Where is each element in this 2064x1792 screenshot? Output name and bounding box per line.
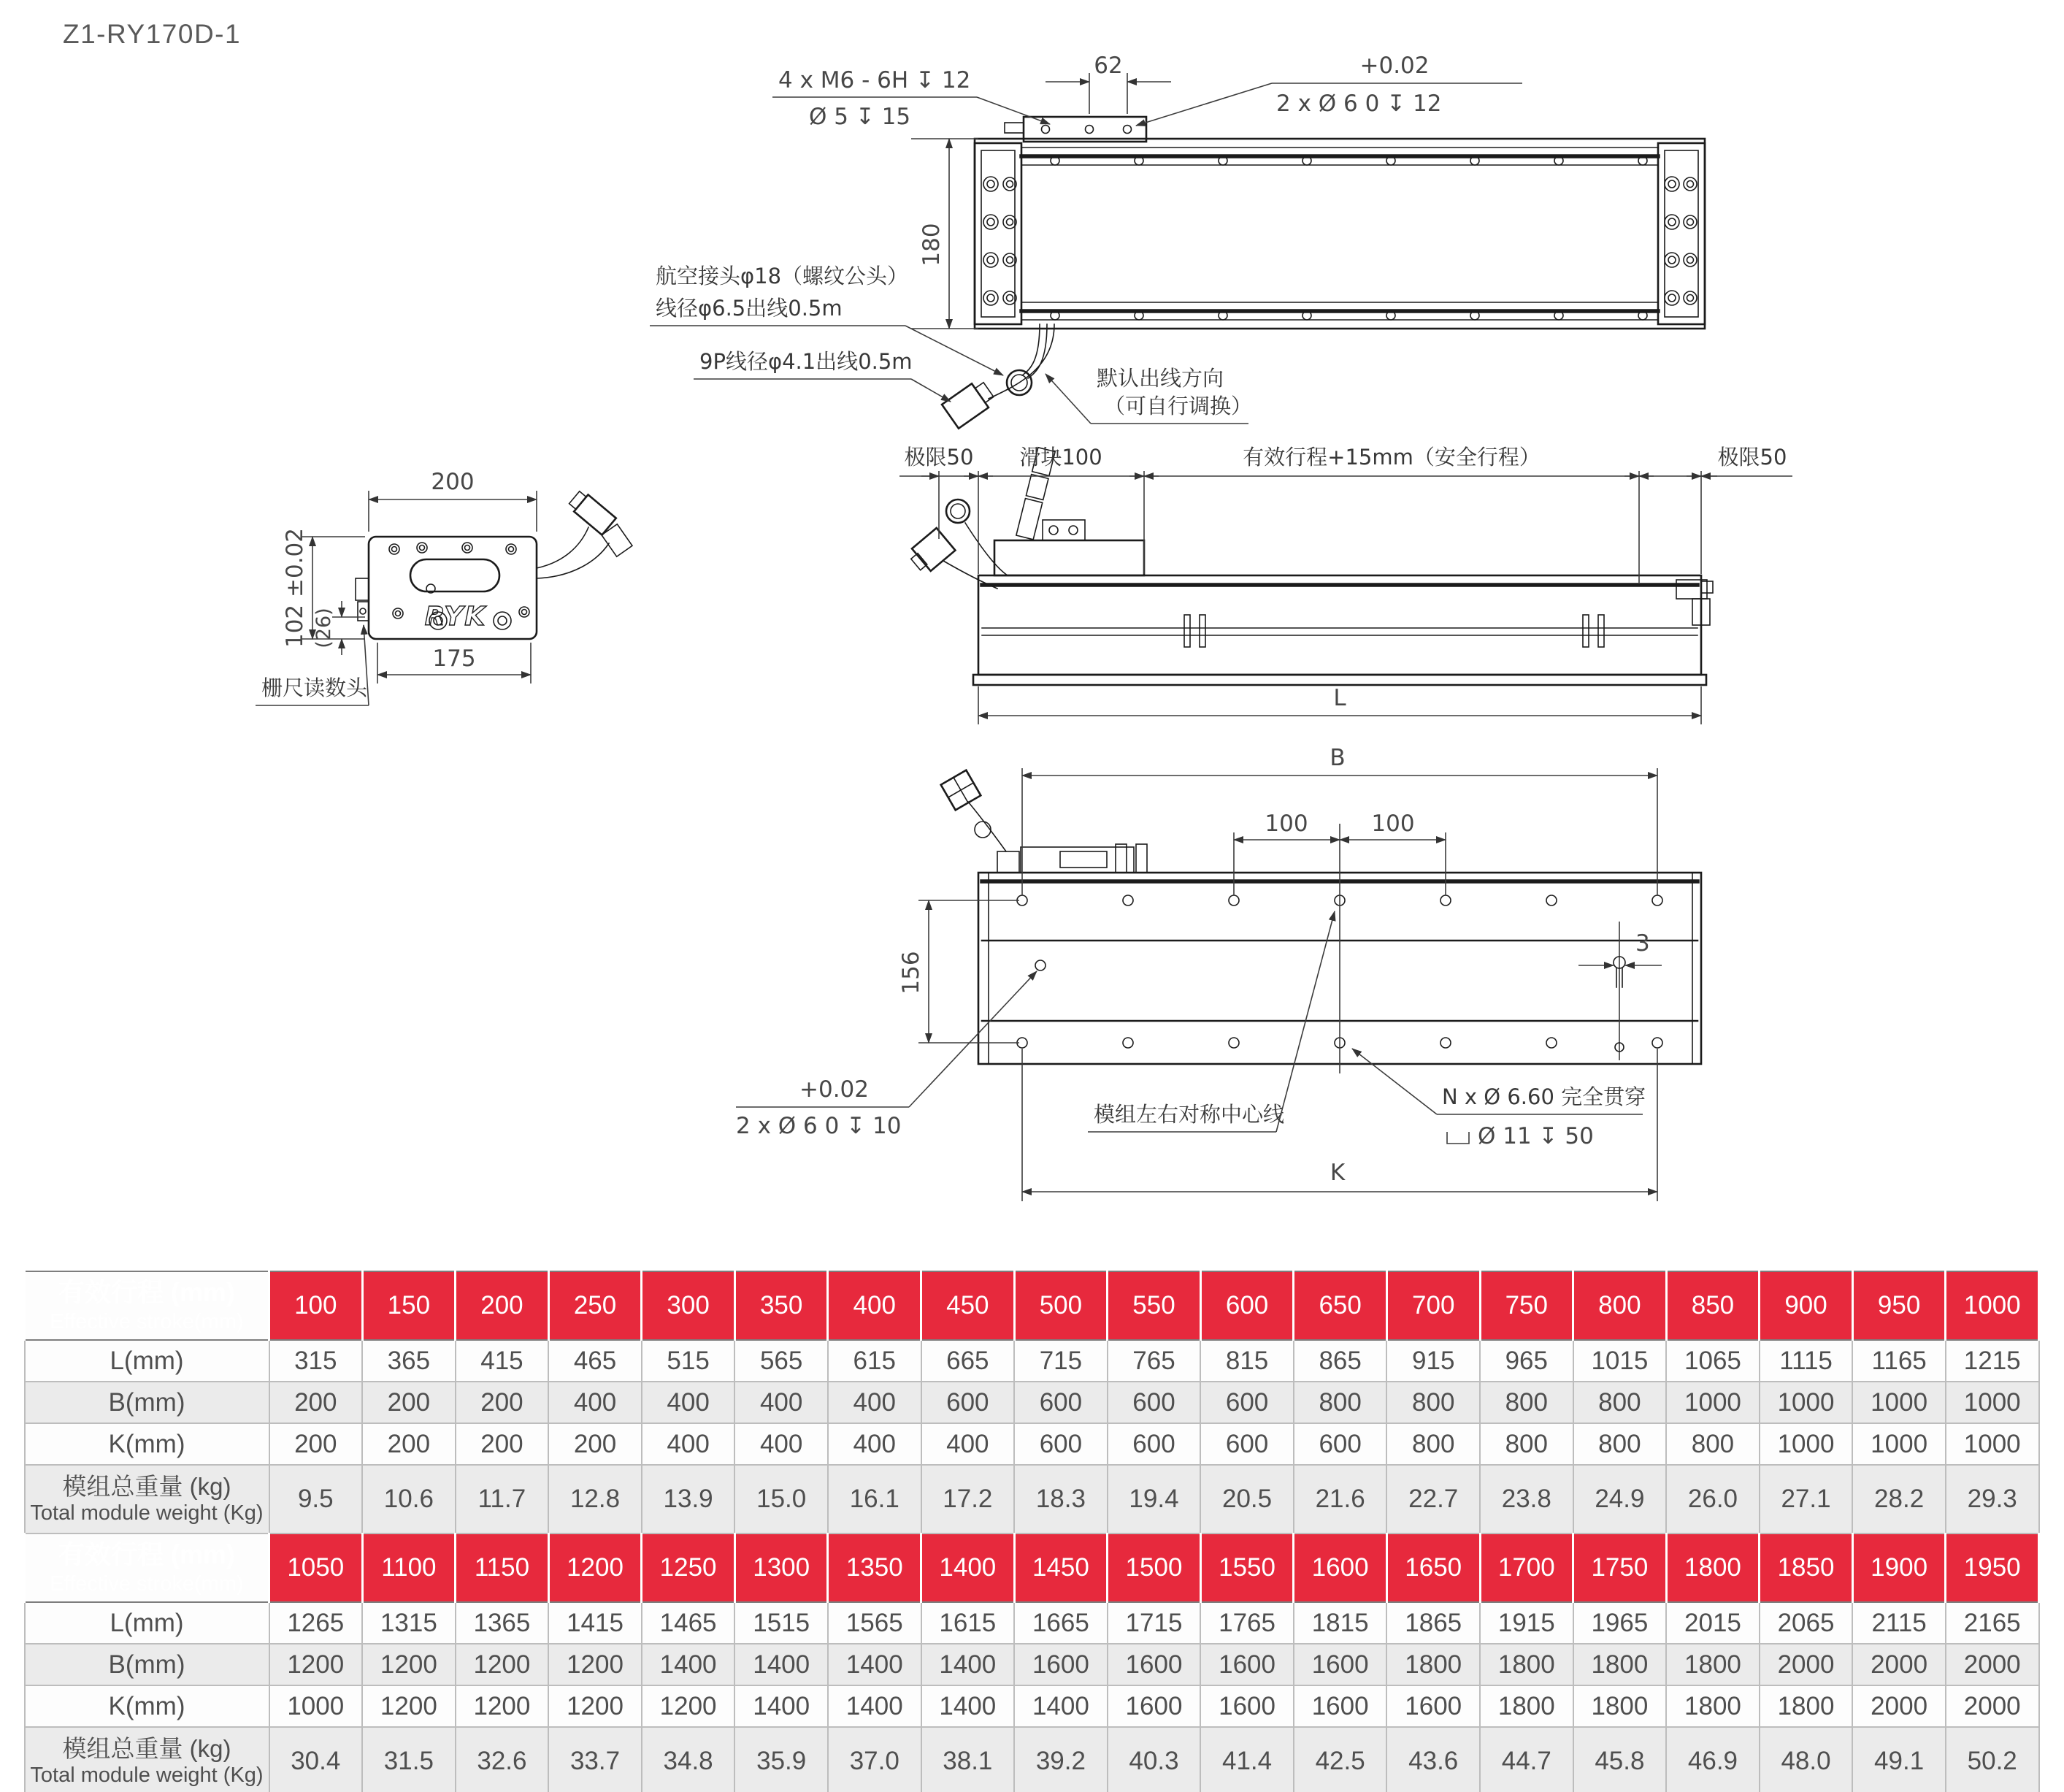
k-value-cell: 1600 [1200,1685,1294,1727]
svg-text:N x Ø 6.60 完全贯穿: N x Ø 6.60 完全贯穿 [1442,1084,1646,1109]
l-value-cell: 615 [828,1340,921,1382]
l-value-cell: 915 [1386,1340,1480,1382]
b-value-cell: 1600 [1014,1644,1108,1685]
b-value-cell: 400 [548,1382,642,1423]
b-value-cell: 600 [1200,1382,1294,1423]
k-value-cell: 1200 [642,1685,735,1727]
spec-table-body [25,1271,2039,1792]
stroke-value-cell: 1750 [1573,1533,1667,1602]
b-row-label: B(mm) [25,1644,269,1685]
l-value-cell: 1365 [456,1602,549,1644]
b-value-cell: 1000 [1852,1382,1946,1423]
weight-value-cell: 38.1 [921,1727,1015,1792]
l-value-cell: 1565 [828,1602,921,1644]
k-value-cell: 1600 [1108,1685,1201,1727]
b-value-cell: 1800 [1573,1644,1667,1685]
l-value-cell: 2015 [1666,1602,1760,1644]
l-value-cell: 565 [734,1340,828,1382]
weight-value-cell: 11.7 [456,1465,549,1533]
brand-logo: RYK [424,602,487,632]
l-value-cell: 815 [1200,1340,1294,1382]
weight-value-cell: 48.0 [1760,1727,1853,1792]
stroke-header-label [25,1271,269,1340]
weight-value-cell: 32.6 [456,1727,549,1792]
stroke-value-cell: 1500 [1108,1533,1201,1602]
weight-value-cell: 44.7 [1480,1727,1573,1792]
svg-text:102 ±0.02: 102 ±0.02 [282,527,308,648]
svg-text:+0.02: +0.02 [799,1076,869,1103]
stroke-value-cell: 1400 [921,1533,1015,1602]
l-value-cell: 2065 [1760,1602,1853,1644]
weight-value-cell: 17.2 [921,1465,1015,1533]
l-value-cell: 715 [1014,1340,1108,1382]
b-value-cell: 200 [269,1382,363,1423]
b-value-cell: 800 [1480,1382,1573,1423]
k-row [25,1423,2039,1465]
l-value-cell: 1415 [548,1602,642,1644]
stroke-value-cell: 1700 [1480,1533,1573,1602]
stroke-value-cell: 650 [1294,1271,1387,1340]
k-value-cell: 400 [642,1423,735,1465]
k-value-cell: 2000 [1946,1685,2039,1727]
b-value-cell: 1000 [1760,1382,1853,1423]
limit-left-label: 极限50 [904,445,974,470]
stroke-value-cell: 350 [734,1271,828,1340]
note-dowel-holes-bottom [736,971,1037,1139]
b-value-cell: 600 [1108,1382,1201,1423]
k-value-cell: 1600 [1386,1685,1480,1727]
l-value-cell: 965 [1480,1340,1573,1382]
weight-value-cell: 21.6 [1294,1465,1387,1533]
weight-value-cell: 50.2 [1946,1727,2039,1792]
weight-label-zh: 模组总重量 (kg) [62,1472,231,1500]
l-value-cell: 1165 [1852,1340,1946,1382]
svg-text:模组左右对称中心线: 模组左右对称中心线 [1094,1102,1285,1127]
stroke-label: 有效行程+15mm（安全行程） [1243,445,1541,470]
k-row-label: K(mm) [25,1423,269,1465]
b-value-cell: 1200 [362,1644,456,1685]
l-value-cell: 465 [548,1340,642,1382]
l-value-cell: 2115 [1852,1602,1946,1644]
b-value-cell: 1400 [921,1644,1015,1685]
b-value-cell: 800 [1386,1382,1480,1423]
k-value-cell: 1800 [1760,1685,1853,1727]
b-row-label: B(mm) [25,1382,269,1423]
note-m6-holes [772,67,1050,130]
dim-62 [1046,53,1171,114]
note-9p-cable [694,349,951,402]
b-value-cell: 1600 [1294,1644,1387,1685]
stroke-value-cell: 1050 [269,1533,363,1602]
weight-value-cell: 43.6 [1386,1727,1480,1792]
stroke-label-en: Effective stroke(mm) [50,1571,244,1596]
k-value-cell: 800 [1386,1423,1480,1465]
k-value-cell: 200 [548,1423,642,1465]
b-value-cell: 2000 [1852,1644,1946,1685]
b-value-cell: 1400 [734,1644,828,1685]
slider-label: 滑块100 [1019,445,1102,470]
weight-row [25,1465,2039,1533]
weight-value-cell: 30.4 [269,1727,363,1792]
weight-row-label [25,1465,269,1533]
k-value-cell: 1000 [269,1685,363,1727]
l-value-cell: 765 [1108,1340,1201,1382]
l-value-cell: 415 [456,1340,549,1382]
side-view [899,445,1792,724]
b-value-cell: 1000 [1946,1382,2039,1423]
stroke-label-zh: 有效行程 (mm) [58,1539,235,1570]
weight-label-zh: 模组总重量 (kg) [62,1734,231,1762]
stroke-value-cell: 100 [269,1271,363,1340]
svg-text:K: K [1330,1160,1346,1186]
l-value-cell: 1015 [1573,1340,1667,1382]
l-value-cell: 1215 [1946,1340,2039,1382]
svg-text:100: 100 [1265,811,1308,837]
stroke-label-zh: 有效行程 (mm) [58,1277,235,1308]
stroke-value-cell: 850 [1666,1271,1760,1340]
stroke-value-cell: 1650 [1386,1533,1480,1602]
svg-text:L: L [1333,685,1346,711]
belt-clamps [1184,615,1604,647]
svg-text:航空接头φ18（螺纹公头）: 航空接头φ18（螺纹公头） [656,264,909,288]
b-row [25,1644,2039,1685]
b-value-cell: 1800 [1386,1644,1480,1685]
page-title: Z1-RY170D-1 [63,19,242,49]
svg-text:200: 200 [431,469,475,495]
weight-value-cell: 39.2 [1014,1727,1108,1792]
b-value-cell: 1400 [828,1644,921,1685]
b-value-cell: 600 [1014,1382,1108,1423]
stroke-label-en: Effective stroke(mm) [50,1309,244,1333]
stroke-value-cell: 1350 [828,1533,921,1602]
side-slider [994,520,1144,575]
stroke-value-cell: 1800 [1666,1533,1760,1602]
stroke-value-cell: 900 [1760,1271,1853,1340]
weight-value-cell: 23.8 [1480,1465,1573,1533]
k-value-cell: 1600 [1294,1685,1387,1727]
stroke-value-cell: 400 [828,1271,921,1340]
svg-text:62: 62 [1094,53,1123,79]
l-value-cell: 1765 [1200,1602,1294,1644]
svg-text:线径φ6.5出线0.5m: 线径φ6.5出线0.5m [656,296,843,321]
k-value-cell: 400 [734,1423,828,1465]
l-value-cell: 1115 [1760,1340,1853,1382]
dim-200 [369,469,537,532]
svg-text:4 x M6 - 6H ↧ 12: 4 x M6 - 6H ↧ 12 [778,67,971,93]
dim-175 [377,643,531,684]
weight-value-cell: 15.0 [734,1465,828,1533]
stroke-value-cell: 1300 [734,1533,828,1602]
stroke-value-cell: 750 [1480,1271,1573,1340]
svg-text:156: 156 [898,951,924,995]
l-value-cell: 2165 [1946,1602,2039,1644]
b-value-cell: 2000 [1760,1644,1853,1685]
plan-view [736,745,1701,1201]
weight-value-cell: 42.5 [1294,1727,1387,1792]
note-dowel-holes-top [1136,53,1522,126]
k-value-cell: 2000 [1852,1685,1946,1727]
l-value-cell: 1815 [1294,1602,1387,1644]
svg-text:2 x Ø 6 0 ↧ 12: 2 x Ø 6 0 ↧ 12 [1276,91,1442,117]
l-value-cell: 1915 [1480,1602,1573,1644]
stroke-value-cell: 500 [1014,1271,1108,1340]
k-value-cell: 600 [1294,1423,1387,1465]
b-value-cell: 1200 [269,1644,363,1685]
weight-value-cell: 16.1 [828,1465,921,1533]
k-value-cell: 1800 [1480,1685,1573,1727]
l-value-cell: 365 [362,1340,456,1382]
svg-text:100: 100 [1371,811,1415,837]
k-value-cell: 1200 [548,1685,642,1727]
k-row-label: K(mm) [25,1685,269,1727]
end-cap-bolts [983,177,1697,305]
stroke-value-cell: 800 [1573,1271,1667,1340]
weight-value-cell: 27.1 [1760,1465,1853,1533]
b-value-cell: 200 [456,1382,549,1423]
svg-text:2 x Ø 6 0 ↧ 10: 2 x Ø 6 0 ↧ 10 [736,1113,902,1139]
b-value-cell: 1800 [1666,1644,1760,1685]
k-value-cell: 1000 [1760,1423,1853,1465]
scale-reader [356,578,369,600]
slot [410,559,499,591]
stroke-value-cell: 450 [921,1271,1015,1340]
l-value-cell: 1265 [269,1602,363,1644]
svg-text:180: 180 [918,223,945,267]
svg-text:栅尺读数头: 栅尺读数头 [261,675,368,700]
k-value-cell: 400 [921,1423,1015,1465]
k-value-cell: 1800 [1666,1685,1760,1727]
weight-value-cell: 29.3 [1946,1465,2039,1533]
svg-text:+0.02: +0.02 [1359,53,1430,79]
limit-right-label: 极限50 [1717,445,1787,470]
weight-value-cell: 46.9 [1666,1727,1760,1792]
stroke-value-cell: 150 [362,1271,456,1340]
l-value-cell: 865 [1294,1340,1387,1382]
k-value-cell: 600 [1014,1423,1108,1465]
b-value-cell: 400 [828,1382,921,1423]
b-value-cell: 800 [1294,1382,1387,1423]
weight-value-cell: 28.2 [1852,1465,1946,1533]
stroke-value-cell: 1450 [1014,1533,1108,1602]
svg-text:Ø 5 ↧ 15: Ø 5 ↧ 15 [809,104,911,130]
k-row [25,1685,2039,1727]
svg-text:(26): (26) [312,608,335,648]
b-value-cell: 1800 [1480,1644,1573,1685]
end-view-cables [537,489,632,578]
svg-text:Ø 11 ↧ 50: Ø 11 ↧ 50 [1478,1123,1594,1149]
l-value-cell: 1515 [734,1602,828,1644]
stroke-value-cell: 200 [456,1271,549,1340]
l-value-cell: 1715 [1108,1602,1201,1644]
plan-slider [941,770,1147,873]
b-value-cell: 400 [734,1382,828,1423]
weight-value-cell: 9.5 [269,1465,363,1533]
9p-connector-icon [942,378,997,428]
svg-text:（可自行调换）: （可自行调换） [1104,394,1253,418]
weight-value-cell: 31.5 [362,1727,456,1792]
svg-text:175: 175 [432,646,476,672]
stroke-header-label [25,1533,269,1602]
l-row-label: L(mm) [25,1602,269,1644]
stroke-header-row [25,1271,2039,1340]
weight-label-en: Total module weight (Kg) [30,1764,264,1788]
b-value-cell: 1000 [1666,1382,1760,1423]
b-value-cell: 400 [642,1382,735,1423]
svg-text:B: B [1330,745,1346,771]
k-value-cell: 1800 [1573,1685,1667,1727]
k-value-cell: 800 [1666,1423,1760,1465]
b-value-cell: 1400 [642,1644,735,1685]
weight-row [25,1727,2039,1792]
l-value-cell: 1965 [1573,1602,1667,1644]
b-value-cell: 1200 [548,1644,642,1685]
k-value-cell: 1400 [734,1685,828,1727]
k-value-cell: 1200 [362,1685,456,1727]
stroke-value-cell: 300 [642,1271,735,1340]
stroke-value-cell: 1850 [1760,1533,1853,1602]
stroke-value-cell: 1150 [456,1533,549,1602]
front-view [650,53,1705,429]
stroke-value-cell: 250 [548,1271,642,1340]
l-value-cell: 1665 [1014,1602,1108,1644]
stroke-value-cell: 1550 [1200,1533,1294,1602]
stroke-value-cell: 1200 [548,1533,642,1602]
k-value-cell: 1400 [828,1685,921,1727]
weight-value-cell: 33.7 [548,1727,642,1792]
l-row [25,1340,2039,1382]
stroke-value-cell: 1250 [642,1533,735,1602]
stroke-value-cell: 1900 [1852,1533,1946,1602]
weight-value-cell: 10.6 [362,1465,456,1533]
weight-value-cell: 24.9 [1573,1465,1667,1533]
weight-label-en: Total module weight (Kg) [30,1501,264,1525]
b-value-cell: 200 [362,1382,456,1423]
svg-text:默认出线方向: 默认出线方向 [1097,366,1224,391]
cable-assembly [942,324,1054,429]
k-value-cell: 600 [1108,1423,1201,1465]
weight-value-cell: 18.3 [1014,1465,1108,1533]
weight-row-label [25,1727,269,1792]
stroke-value-cell: 550 [1108,1271,1201,1340]
weight-value-cell: 45.8 [1573,1727,1667,1792]
stroke-value-cell: 700 [1386,1271,1480,1340]
k-value-cell: 1400 [1014,1685,1108,1727]
weight-value-cell: 20.5 [1200,1465,1294,1533]
b-value-cell: 800 [1573,1382,1667,1423]
weight-value-cell: 12.8 [548,1465,642,1533]
b-value-cell: 1200 [456,1644,549,1685]
weight-value-cell: 40.3 [1108,1727,1201,1792]
k-value-cell: 1200 [456,1685,549,1727]
l-row-label: L(mm) [25,1340,269,1382]
l-value-cell: 515 [642,1340,735,1382]
weight-value-cell: 22.7 [1386,1465,1480,1533]
weight-value-cell: 26.0 [1666,1465,1760,1533]
l-value-cell: 665 [921,1340,1015,1382]
weight-value-cell: 19.4 [1108,1465,1201,1533]
spec-table [23,1271,2040,1792]
note-default-cable-direction [1046,366,1252,424]
l-value-cell: 1615 [921,1602,1015,1644]
k-value-cell: 200 [362,1423,456,1465]
stroke-value-cell: 1100 [362,1533,456,1602]
svg-text:3: 3 [1635,930,1650,957]
pin-dim-3 [1578,922,1662,1060]
dim-stroke-chain [899,445,1792,583]
l-value-cell: 1865 [1386,1602,1480,1644]
l-value-cell: 1465 [642,1602,735,1644]
b-value-cell: 1600 [1200,1644,1294,1685]
front-rail-holes [1051,156,1647,320]
k-value-cell: 400 [828,1423,921,1465]
l-value-cell: 315 [269,1340,363,1382]
counterbore-icon [1447,1132,1469,1144]
b-value-cell: 2000 [1946,1644,2039,1685]
k-value-cell: 200 [456,1423,549,1465]
k-value-cell: 800 [1480,1423,1573,1465]
dim-L [978,685,1701,724]
k-value-cell: 600 [1200,1423,1294,1465]
l-row [25,1602,2039,1644]
weight-value-cell: 37.0 [828,1727,921,1792]
k-value-cell: 1400 [921,1685,1015,1727]
svg-text:9P线径φ4.1出线0.5m: 9P线径φ4.1出线0.5m [699,349,913,374]
stroke-value-cell: 1950 [1946,1533,2039,1602]
weight-value-cell: 35.9 [734,1727,828,1792]
b-value-cell: 1600 [1108,1644,1201,1685]
end-view [256,469,632,705]
weight-value-cell: 41.4 [1200,1727,1294,1792]
k-value-cell: 200 [269,1423,363,1465]
stroke-value-cell: 600 [1200,1271,1294,1340]
stroke-value-cell: 1000 [1946,1271,2039,1340]
stroke-header-row [25,1533,2039,1602]
k-value-cell: 1000 [1852,1423,1946,1465]
dim-180 [911,139,978,329]
weight-value-cell: 13.9 [642,1465,735,1533]
k-value-cell: 800 [1573,1423,1667,1465]
b-row [25,1382,2039,1423]
stroke-value-cell: 950 [1852,1271,1946,1340]
b-value-cell: 600 [921,1382,1015,1423]
weight-value-cell: 34.8 [642,1727,735,1792]
weight-value-cell: 49.1 [1852,1727,1946,1792]
l-value-cell: 1315 [362,1602,456,1644]
l-value-cell: 1065 [1666,1340,1760,1382]
stroke-value-cell: 1600 [1294,1533,1387,1602]
k-value-cell: 1000 [1946,1423,2039,1465]
